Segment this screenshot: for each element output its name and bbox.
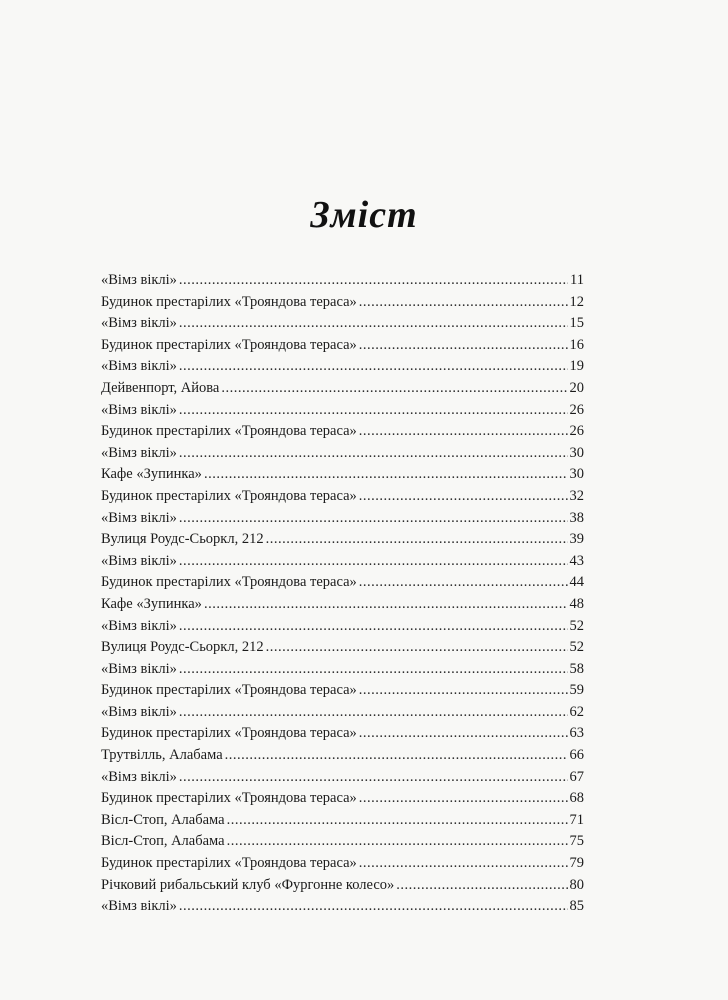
toc-leader-dots [179, 270, 568, 292]
toc-entry [101, 400, 584, 422]
toc-entry [101, 443, 584, 465]
toc-entry [101, 896, 584, 918]
toc-entry-label: Будинок престарілих «Трояндова тераса» [101, 855, 357, 872]
toc-leader-dots [179, 896, 568, 918]
toc-leader-dots [204, 594, 568, 616]
toc-entry-page-number: 26 [569, 423, 584, 440]
toc-leader-dots [179, 356, 568, 378]
toc-entry-label: Будинок престарілих «Трояндова тераса» [101, 790, 357, 807]
toc-entry-page-number: 20 [569, 379, 584, 396]
toc-entry-page-number: 62 [569, 703, 584, 720]
toc-leader-dots [396, 875, 567, 897]
toc-leader-dots [179, 508, 568, 530]
toc-leader-dots [179, 767, 568, 789]
toc-entry-page-number: 32 [569, 487, 584, 504]
toc-leader-dots [266, 637, 568, 659]
toc-leader-dots [359, 572, 568, 594]
toc-leader-dots [359, 292, 568, 314]
toc-entry-page-number: 48 [569, 595, 584, 612]
toc-leader-dots [359, 335, 568, 357]
toc-entry-label: Кафе «Зупинка» [101, 595, 202, 612]
toc-leader-dots [359, 486, 568, 508]
toc-leader-dots [359, 680, 568, 702]
toc-entry-page-number: 85 [569, 898, 584, 915]
toc-entry [101, 702, 584, 724]
toc-entry-page-number: 44 [569, 574, 584, 591]
toc-entry-page-number: 39 [569, 531, 584, 548]
toc-entry [101, 529, 584, 551]
toc-entry-page-number: 67 [569, 768, 584, 785]
toc-entry-label: Будинок престарілих «Трояндова тераса» [101, 725, 357, 742]
toc-entry-label: Будинок престарілих «Трояндова тераса» [101, 336, 357, 353]
toc-leader-dots [227, 831, 568, 853]
toc-leader-dots [179, 702, 568, 724]
toc-entry [101, 745, 584, 767]
toc-entry [101, 464, 584, 486]
toc-entry-label: «Вімз віклі» [101, 660, 177, 677]
toc-entry [101, 378, 584, 400]
toc-entry [101, 723, 584, 745]
toc-entry [101, 421, 584, 443]
toc-leader-dots [204, 464, 568, 486]
toc-entry-page-number: 15 [569, 315, 584, 332]
toc-leader-dots [221, 378, 567, 400]
toc-entry-label: «Вімз віклі» [101, 703, 177, 720]
toc-entry-page-number: 30 [569, 444, 584, 461]
toc-entry [101, 831, 584, 853]
toc-entry-page-number: 12 [569, 293, 584, 310]
toc-entry-page-number: 43 [569, 552, 584, 569]
toc-entry [101, 292, 584, 314]
toc-entry [101, 486, 584, 508]
toc-entry-label: Кафе «Зупинка» [101, 466, 202, 483]
toc-leader-dots [179, 616, 568, 638]
toc-entry-page-number: 11 [570, 272, 584, 288]
toc-entry [101, 572, 584, 594]
toc-leader-dots [359, 421, 568, 443]
toc-entry [101, 356, 584, 378]
toc-leader-dots [179, 443, 568, 465]
toc-entry-page-number: 16 [569, 336, 584, 353]
toc-entry-page-number: 80 [569, 876, 584, 893]
toc-entry-label: «Вімз віклі» [101, 898, 177, 915]
toc-entry [101, 875, 584, 897]
toc-entry-page-number: 79 [569, 855, 584, 872]
toc-entry [101, 616, 584, 638]
toc-entry-label: Вулиця Роудс-Сьоркл, 212 [101, 531, 264, 548]
toc-entry [101, 810, 584, 832]
toc-leader-dots [225, 745, 568, 767]
toc-entry-page-number: 26 [569, 401, 584, 418]
toc-entry-label: «Вімз віклі» [101, 509, 177, 526]
toc-leader-dots [179, 400, 568, 422]
toc-entry-page-number: 66 [569, 747, 584, 764]
toc-entry [101, 270, 584, 292]
toc-entry [101, 853, 584, 875]
toc-entry-page-number: 71 [569, 811, 584, 828]
toc-entry-label: Вісл-Стоп, Алабама [101, 833, 225, 850]
toc-entry-page-number: 59 [569, 682, 584, 699]
toc-entry [101, 767, 584, 789]
toc-leader-dots [179, 659, 568, 681]
toc-entry-label: «Вімз віклі» [101, 272, 177, 288]
toc-entry-label: Трутвілль, Алабама [101, 747, 223, 764]
toc-entry [101, 508, 584, 530]
toc-entry-label: Будинок престарілих «Трояндова тераса» [101, 423, 357, 440]
toc-entry [101, 788, 584, 810]
toc-entry [101, 659, 584, 681]
toc-entry-label: «Вімз віклі» [101, 401, 177, 418]
page-title: Зміст [310, 194, 418, 236]
toc-leader-dots [179, 551, 568, 573]
toc-leader-dots [179, 313, 568, 335]
toc-entry-label: Вулиця Роудс-Сьоркл, 212 [101, 639, 264, 656]
toc-entry-label: Будинок престарілих «Трояндова тераса» [101, 487, 357, 504]
toc-entry-page-number: 58 [569, 660, 584, 677]
toc-entry-page-number: 38 [569, 509, 584, 526]
toc-entry-label: Будинок престарілих «Трояндова тераса» [101, 293, 357, 310]
toc-leader-dots [359, 853, 568, 875]
toc-entry-label: Річковий рибальський клуб «Фургонне колесо» [101, 876, 395, 893]
toc-entry-label: Будинок престарілих «Трояндова тераса» [101, 682, 357, 699]
toc-entry-label: «Вімз віклі» [101, 617, 177, 634]
toc-leader-dots [227, 810, 568, 832]
toc-entry-page-number: 30 [569, 466, 584, 483]
toc-entry-page-number: 68 [569, 790, 584, 807]
toc-leader-dots [359, 723, 568, 745]
toc-entry-label: «Вімз віклі» [101, 768, 177, 785]
table-of-contents [101, 270, 584, 918]
toc-entry-label: «Вімз віклі» [101, 552, 177, 569]
toc-entry [101, 594, 584, 616]
toc-entry-page-number: 52 [569, 617, 584, 634]
toc-entry-page-number: 75 [569, 833, 584, 850]
toc-entry [101, 680, 584, 702]
toc-leader-dots [266, 529, 568, 551]
toc-entry-label: Будинок престарілих «Трояндова тераса» [101, 574, 357, 591]
toc-entry [101, 313, 584, 335]
toc-entry [101, 335, 584, 357]
toc-entry-label: Дейвенпорт, Айова [101, 379, 220, 396]
toc-entry-label: «Вімз віклі» [101, 315, 177, 332]
toc-entry-page-number: 19 [569, 358, 584, 375]
toc-entry [101, 551, 584, 573]
toc-entry-label: «Вімз віклі» [101, 444, 177, 461]
toc-entry-label: Вісл-Стоп, Алабама [101, 811, 225, 828]
toc-leader-dots [359, 788, 568, 810]
toc-entry [101, 637, 584, 659]
toc-entry-label: «Вімз віклі» [101, 358, 177, 375]
toc-entry-page-number: 63 [569, 725, 584, 742]
toc-entry-page-number: 52 [569, 639, 584, 656]
